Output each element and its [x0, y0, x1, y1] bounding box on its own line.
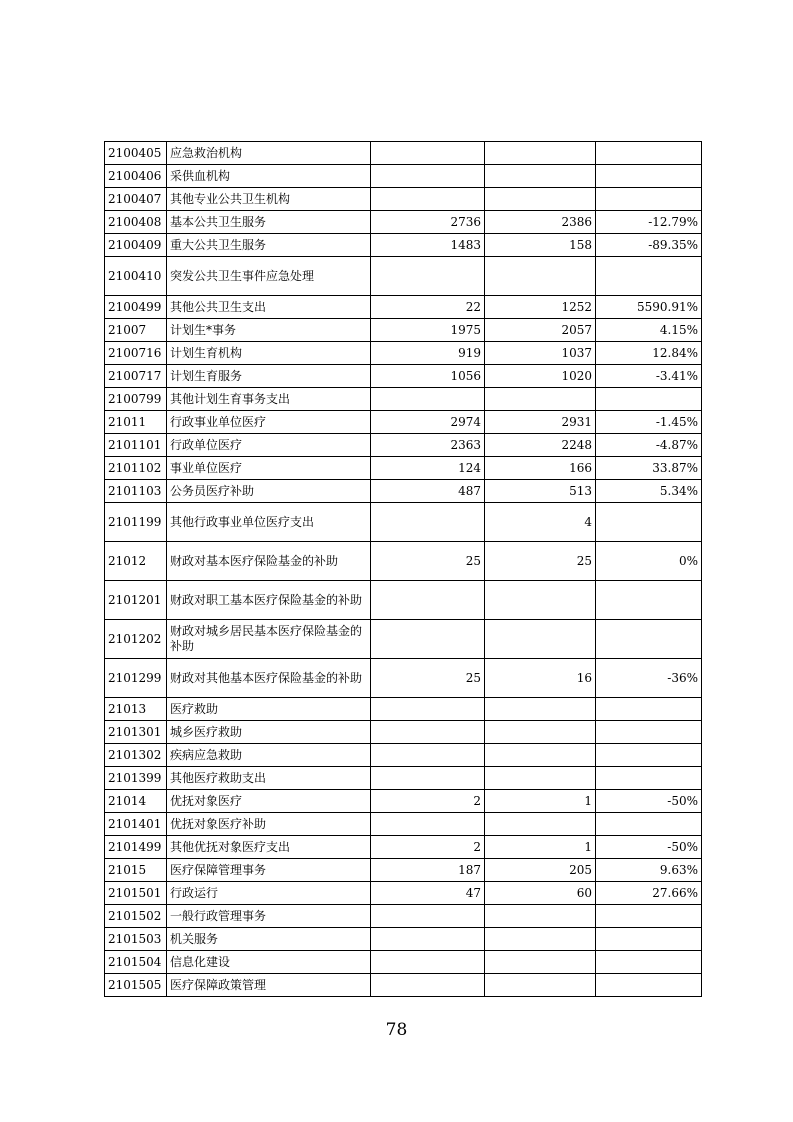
- row-value-1: [371, 257, 485, 296]
- row-change-percent: [596, 744, 702, 767]
- row-value-1: 47: [371, 882, 485, 905]
- row-value-2: 1037: [485, 342, 596, 365]
- table-row: [105, 542, 702, 581]
- row-code: 2100409: [105, 234, 167, 257]
- row-value-2: 16: [485, 659, 596, 698]
- row-value-1: [371, 620, 485, 659]
- row-value-2: [485, 767, 596, 790]
- row-code: 2101399: [105, 767, 167, 790]
- row-value-2: 2248: [485, 434, 596, 457]
- row-change-percent: [596, 503, 702, 542]
- row-name: 信息化建设: [167, 951, 371, 974]
- row-change-percent: 33.87%: [596, 457, 702, 480]
- row-value-1: 2974: [371, 411, 485, 434]
- row-value-1: 2: [371, 790, 485, 813]
- row-value-2: [485, 188, 596, 211]
- row-name: 计划生育机构: [167, 342, 371, 365]
- row-code: 2101103: [105, 480, 167, 503]
- row-name: 其他专业公共卫生机构: [167, 188, 371, 211]
- row-name: 财政对城乡居民基本医疗保险基金的补助: [167, 620, 371, 659]
- row-name: 基本公共卫生服务: [167, 211, 371, 234]
- row-change-percent: [596, 974, 702, 997]
- row-value-1: [371, 142, 485, 165]
- row-change-percent: [596, 905, 702, 928]
- row-change-percent: -50%: [596, 836, 702, 859]
- table-row: [105, 480, 702, 503]
- row-code: 2100405: [105, 142, 167, 165]
- row-change-percent: -4.87%: [596, 434, 702, 457]
- row-change-percent: 0%: [596, 542, 702, 581]
- row-change-percent: 27.66%: [596, 882, 702, 905]
- row-value-1: 1483: [371, 234, 485, 257]
- row-value-2: 1: [485, 790, 596, 813]
- row-value-1: [371, 698, 485, 721]
- table-row: [105, 836, 702, 859]
- table-row: [105, 388, 702, 411]
- row-name: 机关服务: [167, 928, 371, 951]
- row-change-percent: [596, 188, 702, 211]
- row-change-percent: [596, 721, 702, 744]
- row-value-2: [485, 388, 596, 411]
- row-value-1: [371, 721, 485, 744]
- row-change-percent: 5590.91%: [596, 296, 702, 319]
- row-value-2: 25: [485, 542, 596, 581]
- row-code: 2100716: [105, 342, 167, 365]
- row-change-percent: -12.79%: [596, 211, 702, 234]
- row-change-percent: -36%: [596, 659, 702, 698]
- row-code: 21013: [105, 698, 167, 721]
- row-code: 2101401: [105, 813, 167, 836]
- row-value-2: [485, 928, 596, 951]
- row-value-1: 2363: [371, 434, 485, 457]
- table-row: [105, 744, 702, 767]
- row-value-1: 2736: [371, 211, 485, 234]
- row-value-2: 1252: [485, 296, 596, 319]
- budget-table: [104, 141, 702, 997]
- row-name: 公务员医疗补助: [167, 480, 371, 503]
- table-row: [105, 342, 702, 365]
- table-row: [105, 928, 702, 951]
- table-row: [105, 951, 702, 974]
- row-code: 2101499: [105, 836, 167, 859]
- row-name: 医疗保障管理事务: [167, 859, 371, 882]
- row-name: 行政事业单位医疗: [167, 411, 371, 434]
- row-value-1: [371, 188, 485, 211]
- row-name: 疾病应急救助: [167, 744, 371, 767]
- table-body: [105, 142, 702, 997]
- row-value-1: 2: [371, 836, 485, 859]
- row-value-2: 4: [485, 503, 596, 542]
- row-value-1: [371, 744, 485, 767]
- row-value-1: [371, 928, 485, 951]
- row-code: 2100406: [105, 165, 167, 188]
- row-value-2: [485, 165, 596, 188]
- table-row: [105, 974, 702, 997]
- row-change-percent: -3.41%: [596, 365, 702, 388]
- row-name: 突发公共卫生事件应急处理: [167, 257, 371, 296]
- row-name: 事业单位医疗: [167, 457, 371, 480]
- row-value-2: [485, 905, 596, 928]
- table-row: [105, 503, 702, 542]
- table-row: [105, 411, 702, 434]
- row-name: 财政对职工基本医疗保险基金的补助: [167, 581, 371, 620]
- row-change-percent: [596, 142, 702, 165]
- row-value-2: [485, 974, 596, 997]
- table-row: [105, 188, 702, 211]
- row-change-percent: [596, 928, 702, 951]
- row-value-2: [485, 744, 596, 767]
- row-code: 2101202: [105, 620, 167, 659]
- row-value-2: [485, 721, 596, 744]
- table-row: [105, 790, 702, 813]
- row-value-1: 25: [371, 542, 485, 581]
- row-name: 其他计划生育事务支出: [167, 388, 371, 411]
- table-row: [105, 296, 702, 319]
- table-row: [105, 142, 702, 165]
- row-change-percent: [596, 813, 702, 836]
- row-name: 行政运行: [167, 882, 371, 905]
- row-code: 21011: [105, 411, 167, 434]
- row-name: 行政单位医疗: [167, 434, 371, 457]
- row-value-1: 187: [371, 859, 485, 882]
- table-row: [105, 581, 702, 620]
- row-code: 2101503: [105, 928, 167, 951]
- row-name: 采供血机构: [167, 165, 371, 188]
- row-code: 2101299: [105, 659, 167, 698]
- row-name: 优抚对象医疗补助: [167, 813, 371, 836]
- row-code: 21014: [105, 790, 167, 813]
- row-value-1: 919: [371, 342, 485, 365]
- row-code: 2101301: [105, 721, 167, 744]
- row-value-1: [371, 165, 485, 188]
- row-change-percent: -89.35%: [596, 234, 702, 257]
- row-name: 计划生育服务: [167, 365, 371, 388]
- row-code: 2101505: [105, 974, 167, 997]
- table-row: [105, 882, 702, 905]
- row-code: 2101201: [105, 581, 167, 620]
- row-value-2: 1020: [485, 365, 596, 388]
- row-code: 2101502: [105, 905, 167, 928]
- row-value-1: 124: [371, 457, 485, 480]
- row-code: 2100407: [105, 188, 167, 211]
- row-value-2: 1: [485, 836, 596, 859]
- row-code: 2100717: [105, 365, 167, 388]
- row-code: 2101102: [105, 457, 167, 480]
- row-name: 其他公共卫生支出: [167, 296, 371, 319]
- table-row: [105, 859, 702, 882]
- row-value-1: [371, 974, 485, 997]
- table-row: [105, 905, 702, 928]
- row-code: 2101101: [105, 434, 167, 457]
- row-code: 2100499: [105, 296, 167, 319]
- row-value-2: 513: [485, 480, 596, 503]
- row-name: 应急救治机构: [167, 142, 371, 165]
- row-change-percent: [596, 165, 702, 188]
- row-value-1: 487: [371, 480, 485, 503]
- page-number: 78: [385, 1020, 408, 1040]
- row-code: 2100408: [105, 211, 167, 234]
- row-value-1: [371, 813, 485, 836]
- row-name: 优抚对象医疗: [167, 790, 371, 813]
- row-name: 医疗救助: [167, 698, 371, 721]
- table-row: [105, 659, 702, 698]
- table-row: [105, 813, 702, 836]
- row-code: 2101504: [105, 951, 167, 974]
- row-change-percent: -50%: [596, 790, 702, 813]
- row-name: 其他行政事业单位医疗支出: [167, 503, 371, 542]
- row-name: 财政对基本医疗保险基金的补助: [167, 542, 371, 581]
- row-change-percent: [596, 257, 702, 296]
- row-name: 一般行政管理事务: [167, 905, 371, 928]
- row-name: 城乡医疗救助: [167, 721, 371, 744]
- row-value-1: [371, 388, 485, 411]
- row-value-2: 2931: [485, 411, 596, 434]
- row-name: 重大公共卫生服务: [167, 234, 371, 257]
- table-row: [105, 165, 702, 188]
- row-value-1: 22: [371, 296, 485, 319]
- row-value-1: [371, 503, 485, 542]
- table-row: [105, 234, 702, 257]
- row-value-1: [371, 581, 485, 620]
- row-change-percent: 12.84%: [596, 342, 702, 365]
- row-name: 财政对其他基本医疗保险基金的补助: [167, 659, 371, 698]
- row-value-1: 25: [371, 659, 485, 698]
- row-change-percent: [596, 388, 702, 411]
- row-code: 2100410: [105, 257, 167, 296]
- row-value-1: [371, 905, 485, 928]
- row-value-2: 158: [485, 234, 596, 257]
- row-value-2: [485, 142, 596, 165]
- table-row: [105, 698, 702, 721]
- row-change-percent: -1.45%: [596, 411, 702, 434]
- row-change-percent: [596, 951, 702, 974]
- table-row: [105, 211, 702, 234]
- table-row: [105, 767, 702, 790]
- row-value-1: 1056: [371, 365, 485, 388]
- row-value-1: [371, 951, 485, 974]
- row-change-percent: [596, 620, 702, 659]
- row-code: 2101302: [105, 744, 167, 767]
- row-code: 21012: [105, 542, 167, 581]
- table-row: [105, 721, 702, 744]
- row-code: 2101501: [105, 882, 167, 905]
- row-value-2: 2057: [485, 319, 596, 342]
- row-name: 计划生*事务: [167, 319, 371, 342]
- table-row: [105, 257, 702, 296]
- row-name: 其他医疗救助支出: [167, 767, 371, 790]
- row-value-2: 60: [485, 882, 596, 905]
- row-name: 医疗保障政策管理: [167, 974, 371, 997]
- row-value-2: [485, 257, 596, 296]
- row-value-2: [485, 951, 596, 974]
- row-value-1: [371, 767, 485, 790]
- row-value-2: [485, 698, 596, 721]
- row-change-percent: [596, 581, 702, 620]
- row-code: 21007: [105, 319, 167, 342]
- row-code: 2101199: [105, 503, 167, 542]
- row-name: 其他优抚对象医疗支出: [167, 836, 371, 859]
- row-change-percent: 9.63%: [596, 859, 702, 882]
- row-value-2: [485, 581, 596, 620]
- row-change-percent: 5.34%: [596, 480, 702, 503]
- row-change-percent: [596, 767, 702, 790]
- row-change-percent: 4.15%: [596, 319, 702, 342]
- row-code: 21015: [105, 859, 167, 882]
- row-value-2: 166: [485, 457, 596, 480]
- table-row: [105, 319, 702, 342]
- row-value-2: [485, 813, 596, 836]
- table-row: [105, 365, 702, 388]
- row-value-2: 205: [485, 859, 596, 882]
- row-change-percent: [596, 698, 702, 721]
- row-code: 2100799: [105, 388, 167, 411]
- table-row: [105, 620, 702, 659]
- row-value-1: 1975: [371, 319, 485, 342]
- table-row: [105, 457, 702, 480]
- table-row: [105, 434, 702, 457]
- row-value-2: [485, 620, 596, 659]
- row-value-2: 2386: [485, 211, 596, 234]
